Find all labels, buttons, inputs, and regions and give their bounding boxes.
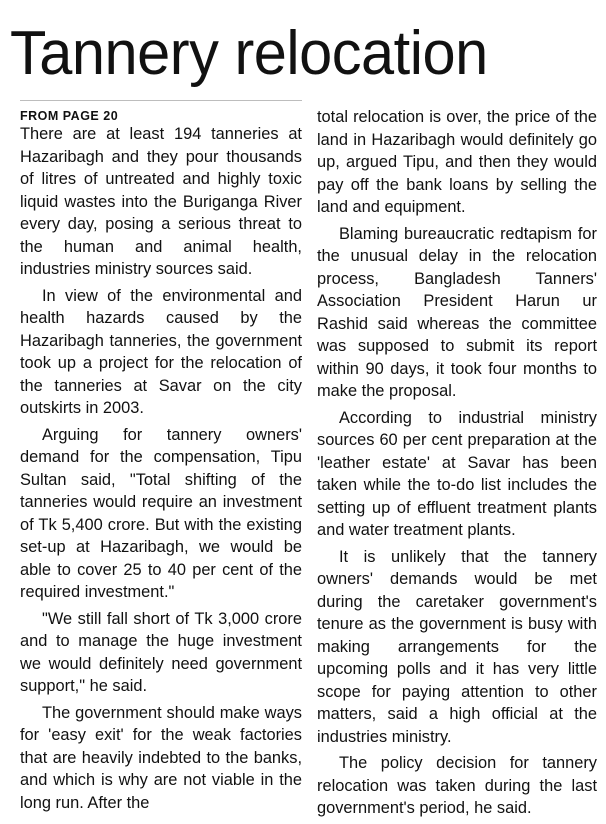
paragraph: In view of the environmental and health hazards caused by the Hazaribagh tanneries, the government took up a project for the relocation of the tanneries at Savar on the city outskirts in 2003.: [20, 286, 302, 417]
right-column: [317, 106, 597, 824]
paragraph: total relocation is over, the price of the land in Hazaribagh would definitely go up, argued Tipu, and then they would pay off the bank loans by selling the land and equipment.: [317, 108, 597, 216]
paragraph: The government should make ways for 'easy exit' for the weak factories that are heavily indebted to the banks, and which is why are not viable in the long run. After the: [20, 703, 302, 812]
paragraph: Arguing for tannery owners' demand for the compensation, Tipu Sultan said, "Total shifting of the tanneries would require an investment of Tk 5,400 crore. But with the existing set-up at Hazaribagh, we would be able to cover 25 to 40 per cent of the required investment.": [20, 425, 302, 601]
headline: Tannery relocation: [10, 19, 488, 88]
paragraph: According to industrial ministry sources 60 per cent preparation at the 'leather estate' at Savar has been taken while the to-do list includes the setting up of effluent treatment plants and water treatment plants.: [317, 408, 597, 539]
kicker-divider: [20, 100, 302, 101]
continuation-kicker: FROM PAGE 20: [20, 109, 119, 123]
paragraph: Blaming bureaucratic redtapism for the unusual delay in the relocation process, Bangladesh Tanners' Association President Harun ur Rashid said whereas the committee was supposed to submit its report within 90 days, it took four months to make the proposal.: [317, 224, 597, 400]
left-column: [20, 108, 302, 818]
paragraph: The policy decision for tannery relocation was taken during the last government's period, he said.: [317, 754, 597, 817]
paragraph: "We still fall short of Tk 3,000 crore and to manage the huge investment we would definitely need government support," he said.: [20, 609, 302, 695]
paragraph: There are at least 194 tanneries at Hazaribagh and they pour thousands of litres of untreated and highly toxic liquid wastes into the Buriganga River every day, posing a serious threat to the human and animal health, industries ministry sources said.: [20, 125, 302, 278]
paragraph: It is unlikely that the tannery owners' demands would be met during the caretaker government's tenure as the government is busy with making arrangements for the upcoming polls and it has very little scope for paying attention to other matters, said a high official at the industries ministry.: [317, 547, 597, 746]
